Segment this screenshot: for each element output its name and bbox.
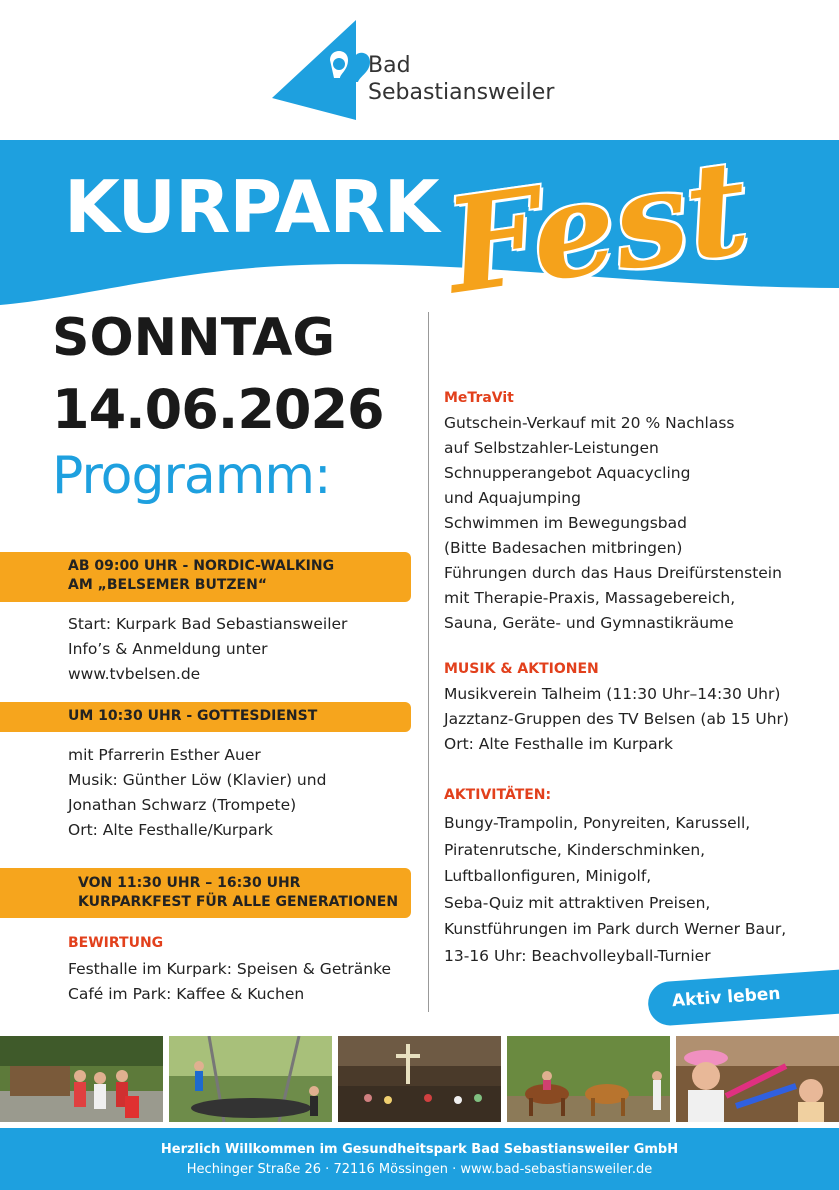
bar-line: AB 09:00 UHR - NORDIC-WALKING (68, 558, 335, 574)
photo-gottesdienst (338, 1036, 501, 1122)
column-divider (428, 312, 429, 1012)
photo-nordic-walking (0, 1036, 163, 1122)
title-fest-script: Fest (437, 129, 757, 324)
title-kurpark: KURPARK (64, 165, 439, 249)
metravit-details (444, 411, 782, 636)
bar-line: VON 11:30 UHR – 16:30 UHR (78, 875, 301, 891)
footer (0, 1128, 839, 1190)
schedule-bar-kurparkfest (0, 868, 411, 918)
bar-line: KURPARKFEST FÜR ALLE GENERATIONEN (78, 894, 399, 910)
detail-line: auf Selbstzahler-Leistungen (444, 439, 659, 457)
nordic-walking-details (68, 612, 347, 687)
detail-line: Schnupperangebot Aquacycling (444, 464, 691, 482)
detail-line: und Aquajumping (444, 489, 581, 507)
bewirtung-heading: BEWIRTUNG (68, 935, 164, 951)
detail-line: Bungy-Trampolin, Ponyreiten, Karussell, (444, 814, 751, 832)
footer-address: Hechinger Straße 26 · 72116 Mössingen · www.bad-sebastiansweiler.de (186, 1162, 653, 1177)
detail-line: Sauna, Geräte- und Gymnastikräume (444, 614, 734, 632)
photo-trampolin (169, 1036, 332, 1122)
metravit-heading: MeTraVit (444, 390, 514, 406)
bewirtung-details (68, 957, 391, 1007)
detail-line: Kunstführungen im Park durch Werner Baur, (444, 920, 787, 938)
detail-line: Café im Park: Kaffee & Kuchen (68, 985, 305, 1003)
gottesdienst-details (68, 743, 326, 843)
detail-line: Führungen durch das Haus Dreifürstenstein (444, 564, 782, 582)
musik-heading: MUSIK & AKTIONEN (444, 661, 599, 677)
detail-line: Festhalle im Kurpark: Speisen & Getränke (68, 960, 392, 978)
detail-line: Info’s & Anmeldung unter (68, 640, 268, 658)
schedule-bar-nordic-walking (0, 552, 411, 602)
detail-line: Jonathan Schwarz (Trompete) (68, 796, 297, 814)
detail-line: Musik: Günther Löw (Klavier) und (68, 771, 327, 789)
photo-luftballon (676, 1036, 839, 1122)
detail-line: mit Pfarrerin Esther Auer (68, 746, 261, 764)
musik-details (444, 682, 789, 757)
bar-line: UM 10:30 UHR - GOTTESDIENST (68, 708, 318, 724)
aktiv-leben-badge: Aktiv leben (647, 969, 839, 1027)
detail-line: Luftballonfiguren, Minigolf, (444, 867, 652, 885)
detail-line: Schwimmen im Bewegungsbad (444, 514, 687, 532)
detail-line: Jazztanz-Gruppen des TV Belsen (ab 15 Uhr) (444, 710, 789, 728)
detail-line: www.tvbelsen.de (68, 665, 201, 683)
detail-line: Ort: Alte Festhalle/Kurpark (68, 821, 273, 839)
detail-line: Piratenrutsche, Kinderschminken, (444, 840, 706, 859)
detail-line: Start: Kurpark Bad Sebastiansweiler (68, 615, 348, 633)
logo-line-bad: Bad (368, 53, 411, 78)
detail-line: mit Therapie-Praxis, Massagebereich, (444, 589, 736, 607)
programm-heading: Programm: (52, 446, 331, 506)
schedule-bar-gottesdienst (0, 702, 411, 732)
photo-strip (0, 1036, 839, 1122)
detail-line: Musikverein Talheim (11:30 Uhr–14:30 Uhr) (444, 685, 781, 703)
aktivitaeten-heading: AKTIVITÄTEN: (444, 787, 552, 803)
brand-logo (270, 20, 590, 125)
event-day: SONNTAG (52, 308, 336, 368)
photo-ponyreiten (507, 1036, 670, 1122)
detail-line: 13-16 Uhr: Beachvolleyball-Turnier (444, 946, 711, 965)
logo-line-sebastiansweiler: Sebastiansweiler (368, 80, 555, 105)
detail-line: (Bitte Badesachen mitbringen) (444, 539, 683, 557)
footer-welcome: Herzlich Willkommen im Gesundheitspark Bad Sebastiansweiler GmbH (160, 1142, 679, 1157)
detail-line: Gutschein-Verkauf mit 20 % Nachlass (444, 414, 735, 432)
event-date: 14.06.2026 (52, 378, 384, 441)
detail-line: Seba-Quiz mit attraktiven Preisen, (444, 893, 711, 912)
logo-text (368, 52, 554, 106)
bar-line: AM „BELSEMER BUTZEN“ (68, 577, 268, 593)
aktivitaeten-details (444, 810, 786, 969)
triangle-heart-logo-icon (270, 20, 370, 125)
detail-line: Ort: Alte Festhalle im Kurpark (444, 735, 674, 753)
